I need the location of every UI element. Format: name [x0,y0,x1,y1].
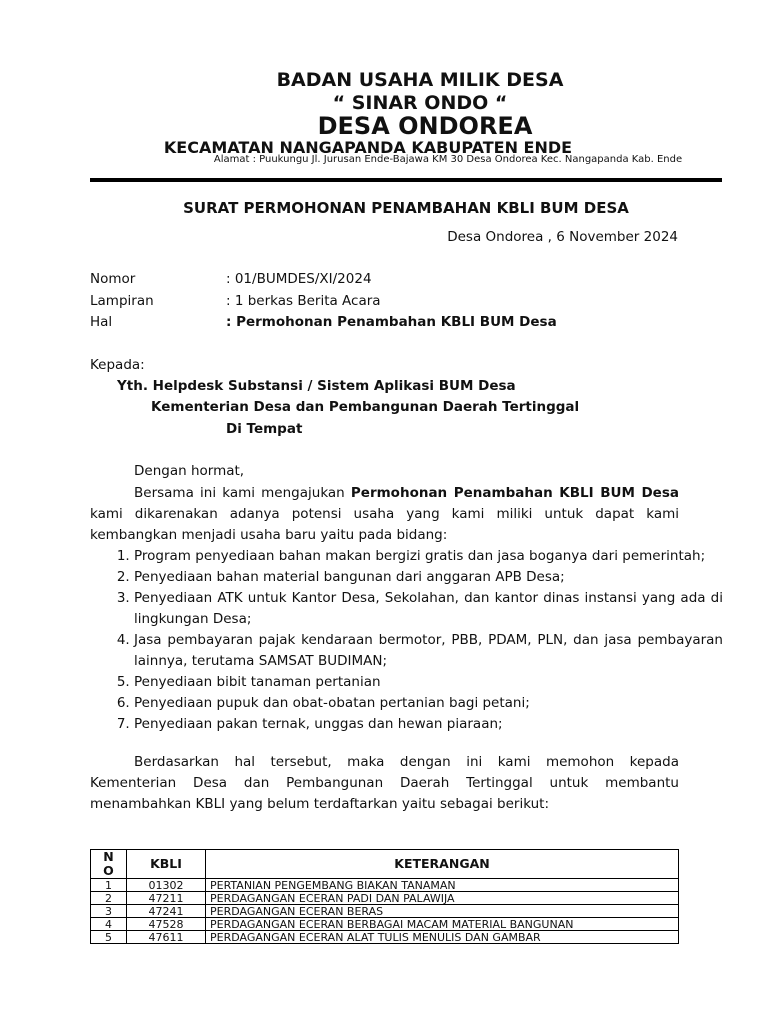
meta-value: : 01/BUMDES/XI/2024 [226,271,372,287]
recipient-intro: Kepada: [90,357,145,373]
table-cell-kbli: 47211 [127,892,206,905]
letterhead-district: KECAMATAN NANGAPANDA KABUPATEN ENDE [163,138,573,157]
letterhead-village: DESA ONDOREA [317,112,533,140]
table-cell-keterangan: PERTANIAN PENGEMBANG BIAKAN TANAMAN [206,879,679,892]
list-item: 3. Penyediaan ATK untuk Kantor Desa, Sekolahan, dan kantor dinas instansi yang ada di lingkungan Desa; [134,588,723,630]
table-row [91,918,679,931]
recipient-line-2: Kementerian Desa dan Pembangunan Daerah Tertinggal [151,399,580,415]
table-row [91,931,679,944]
letter-title: SURAT PERMOHONAN PENAMBAHAN KBLI BUM DESA [183,199,629,217]
business-fields-list [90,546,723,735]
table-row [91,905,679,918]
paragraph-request [90,483,679,546]
paragraph-closing [90,752,679,815]
table-cell-keterangan: PERDAGANGAN ECERAN ALAT TULIS MENULIS DAN GAMBAR [206,931,679,944]
meta-value: : Permohonan Penambahan KBLI BUM Desa [226,314,557,330]
table-cell-keterangan: PERDAGANGAN ECERAN PADI DAN PALAWIJA [206,892,679,905]
table-cell-no: 4 [91,918,127,931]
meta-label: Lampiran [90,293,154,309]
letterhead-org: BADAN USAHA MILIK DESA [276,69,564,91]
table-cell-kbli: 47611 [127,931,206,944]
list-item: 1. Program penyediaan bahan makan bergizi gratis dan jasa boganya dari pemerintah; [134,546,723,567]
list-item: 5. Penyediaan bibit tanaman pertanian [134,672,723,693]
list-item: 7. Penyediaan pakan ternak, unggas dan hewan piaraan; [134,714,723,735]
letterhead-address: Alamat : Puukungu Jl. Jurusan Ende-Bajawa KM 30 Desa Ondorea Kec. Nangapanda Kab. Ende [213,154,683,165]
table-row [91,892,679,905]
table-cell-no: 1 [91,879,127,892]
meta-value: : 1 berkas Berita Acara [226,293,381,309]
table-cell-keterangan: PERDAGANGAN ECERAN BERAS [206,905,679,918]
column-header-no: N O [91,850,127,879]
letterhead-divider [90,178,722,182]
meta-label: Hal [90,314,113,330]
table-row [91,879,679,892]
list-item: 2. Penyediaan bahan material bangunan dari anggaran APB Desa; [134,567,723,588]
recipient-line-3: Di Tempat [226,421,303,437]
column-header-keterangan: KETERANGAN [206,850,679,879]
table-cell-keterangan: PERDAGANGAN ECERAN BERBAGAI MACAM MATERIAL BANGUNAN [206,918,679,931]
table-cell-no: 5 [91,931,127,944]
column-header-kbli: KBLI [127,850,206,879]
recipient-line-1: Yth. Helpdesk Substansi / Sistem Aplikasi BUM Desa [117,378,516,394]
paragraph-request-start: Bersama ini kami mengajukan [134,485,351,501]
paragraph-closing-text: Berdasarkan hal tersebut, maka dengan ini kami memohon kepada Kementerian Desa dan Pembangunan Daerah Tertinggal untuk membantu menambahkan KBLI yang belum terdaftarkan yaitu sebagai berikut: [90,754,679,812]
table-cell-kbli: 47528 [127,918,206,931]
paragraph-request-end: kami dikarenakan adanya potensi usaha yang kami miliki untuk dapat kami kembangkan menjadi usaha baru yaitu pada bidang: [90,506,679,543]
meta-label: Nomor [90,271,136,287]
list-item: 4. Jasa pembayaran pajak kendaraan bermotor, PBB, PDAM, PLN, dan jasa pembayaran lainnya, terutama SAMSAT BUDIMAN; [134,630,723,672]
table-header-row [91,850,679,879]
table-cell-no: 2 [91,892,127,905]
paragraph-request-bold: Permohonan Penambahan KBLI BUM Desa [350,485,679,501]
letterhead-name: “ SINAR ONDO “ [332,92,508,114]
greeting: Dengan hormat, [134,463,245,479]
list-item: 6. Penyediaan pupuk dan obat-obatan pertanian bagi petani; [134,693,723,714]
table-cell-kbli: 47241 [127,905,206,918]
table-cell-kbli: 01302 [127,879,206,892]
letter-date: Desa Ondorea , 6 November 2024 [447,229,678,245]
table-cell-no: 3 [91,905,127,918]
kbli-table [90,849,679,944]
